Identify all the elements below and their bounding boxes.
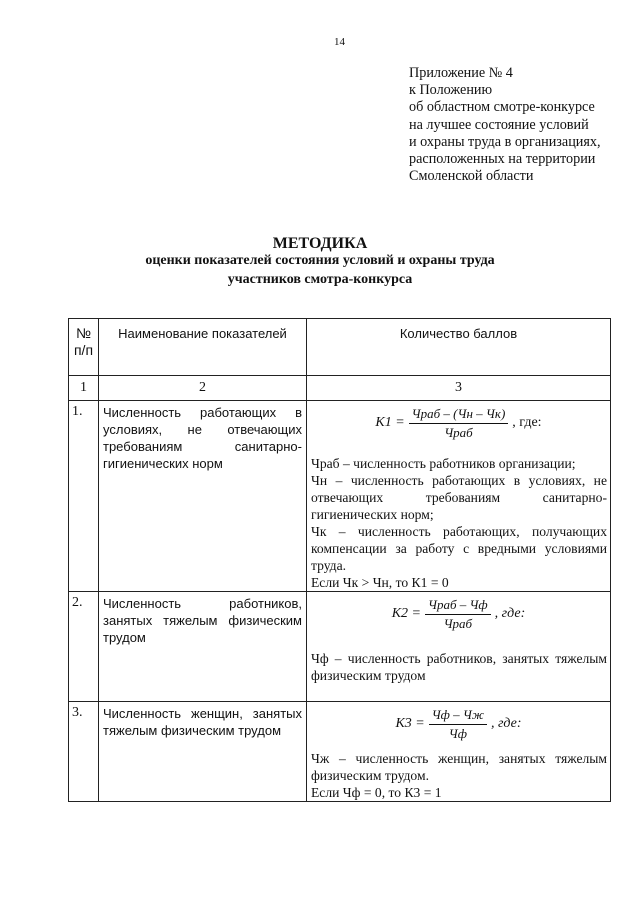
appendix-block [409, 65, 634, 185]
table-index-row [69, 376, 611, 401]
formula-lhs: К1 = [375, 415, 405, 430]
page-number: 14 [334, 36, 345, 48]
indicator-name: Численность работников, занятых тяжелым физическим трудом [99, 592, 307, 702]
description-line: Чф – численность работников, занятых тяжелым физическим трудом [311, 651, 607, 683]
score-cell [307, 592, 611, 702]
description-line: Чраб – численность работников организации; [311, 456, 576, 471]
formula-denominator: Чраб [443, 615, 473, 631]
indicator-name: Численность работающих в условиях, не отвечающих требованиям санитарно-гигиенических норм [99, 401, 307, 592]
table-row [69, 401, 611, 592]
formula-description [307, 455, 610, 591]
formula-denominator: Чраб [444, 424, 473, 440]
formula-fraction [425, 597, 491, 632]
formula [307, 592, 610, 636]
description-line: Если Чф = 0, то К3 = 1 [311, 785, 442, 800]
formula-suffix: , где: [490, 716, 522, 731]
formula-fraction [409, 406, 509, 441]
formula [307, 401, 610, 445]
indicators-table [68, 318, 611, 802]
description-line: Если Чк > Чн, то К1 = 0 [311, 575, 449, 590]
row-number: 1. [69, 401, 99, 592]
indicator-name: Численность женщин, занятых тяжелым физическим трудом [99, 702, 307, 802]
formula-lhs: К3 = [395, 716, 425, 731]
description-line: Чк – численность работающих, получающих компенсации за работу с вредными условиями труда. [311, 524, 607, 573]
appendix-line: расположенных на территории [409, 151, 596, 168]
appendix-line: и охраны труда в организациях, [409, 133, 601, 150]
document-title: МЕТОДИКА [272, 235, 368, 252]
formula [307, 702, 610, 746]
description-line: Чж – численность женщин, занятых тяжелым физическим трудом. [311, 751, 607, 783]
formula-lhs: К2 = [391, 606, 421, 621]
appendix-line: Приложение № 4 [409, 65, 513, 81]
score-cell [307, 401, 611, 592]
appendix-line: Смоленской области [409, 168, 534, 185]
table-header-row [69, 319, 611, 376]
formula-numerator: Чф – Чж [429, 707, 487, 725]
score-cell [307, 702, 611, 802]
formula-numerator: Чраб – (Чн – Чк) [409, 406, 509, 424]
header-num: № п/п [69, 319, 99, 376]
formula-description [307, 650, 610, 684]
document-subtitle: оценки показателей состояния условий и охраны труда [145, 253, 495, 268]
description-line: Чн – численность работающих в условиях, не отвечающих требованиям санитарно-гигиенических норм; [311, 473, 607, 522]
appendix-line: об областном смотре-конкурсе [409, 99, 595, 116]
formula-denominator: Чф [448, 725, 467, 741]
formula-numerator: Чраб – Чф [425, 597, 491, 615]
formula-fraction [429, 707, 487, 742]
appendix-line: к Положению [409, 82, 493, 99]
formula-suffix: , где: [512, 415, 542, 430]
row-number: 2. [69, 592, 99, 702]
index-cell: 1 [69, 376, 99, 401]
formula-suffix: , где: [494, 606, 526, 621]
row-number: 3. [69, 702, 99, 802]
formula-description [307, 750, 610, 801]
header-name: Наименование показателей [99, 319, 307, 376]
header-score: Количество баллов [307, 319, 611, 376]
index-cell: 3 [307, 376, 611, 401]
index-cell: 2 [99, 376, 307, 401]
document-subtitle-2: участников смотра-конкурса [227, 272, 413, 287]
table-row [69, 702, 611, 802]
appendix-line: на лучшее состояние условий [409, 116, 589, 133]
table-row [69, 592, 611, 702]
